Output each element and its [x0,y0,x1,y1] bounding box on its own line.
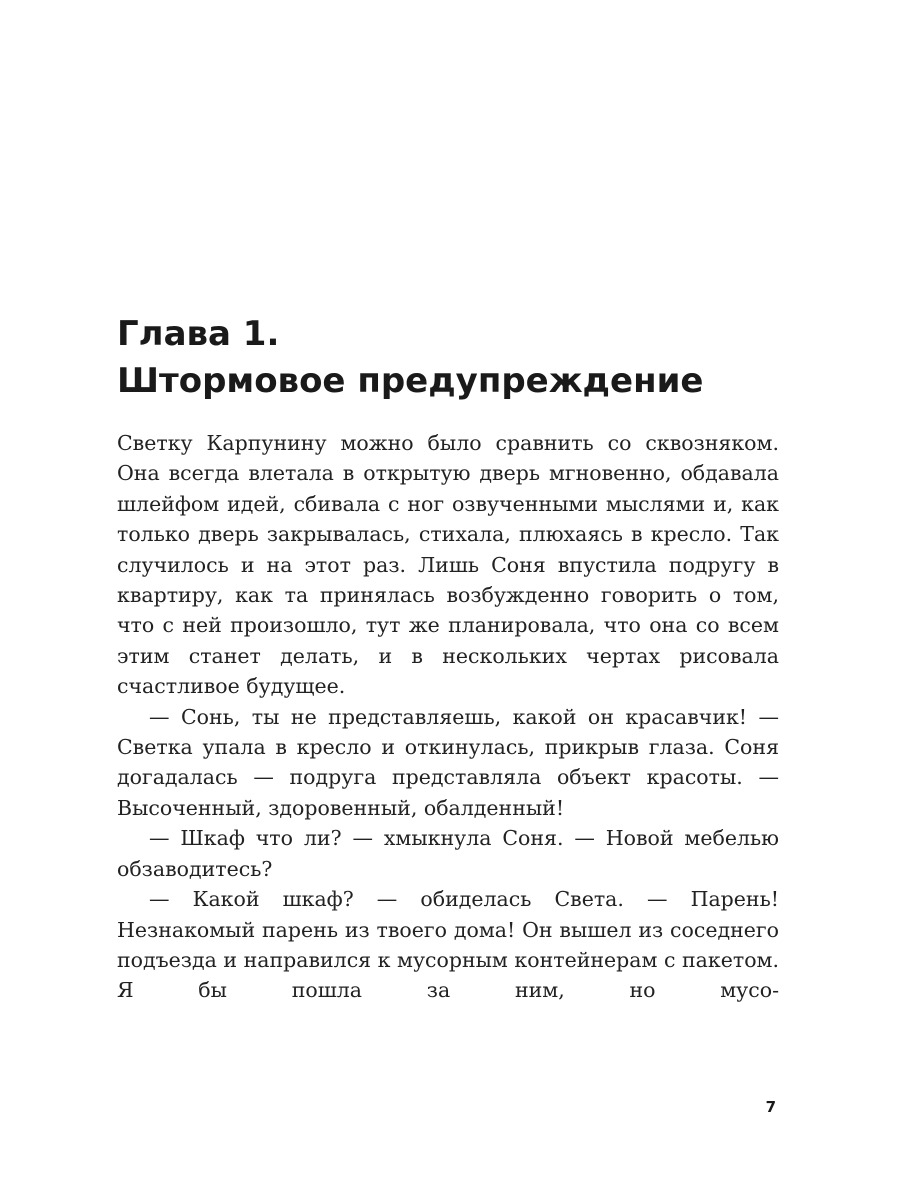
page-number: 7 [765,1098,776,1116]
chapter-body [117,428,779,1006]
chapter-number: Глава 1. [117,314,280,354]
chapter-heading [117,311,703,405]
paragraph-2: — Сонь, ты не представляешь, какой он красавчик! — Светка упала в кресло и откинулась, прикрыв глаза. Соня догадалась — подруга представляла объект красоты. — Высоченный, здоровенный, обалденный! [117,704,779,820]
paragraph-1: Светку Карпунину можно было сравнить со сквозняком. Она всегда влетала в открытую дверь мгновенно, обдавала шлейфом идей, сбивала с ног озвученными мыслями и, как только дверь закрывалась, стихала, плюхаясь в кресло. Так случилось и на этот раз. Лишь Соня впустила подругу в квартиру, как та принялась возбужденно говорить о том, что с ней произошло, тут же планировала, что она со всем этим станет делать, и в нескольких чертах рисовала счастливое будущее. [117,431,779,699]
paragraph-4: — Какой шкаф? — обиделась Света. — Парень! Незнакомый парень из твоего дома! Он вышел из соседнего подъезда и направился к мусорным контейнерам с пакетом. Я бы пошла за ним, но мусо- [117,887,779,1003]
paragraph-3: — Шкаф что ли? — хмыкнула Соня. — Новой мебелью обзаводитесь? [117,826,779,881]
chapter-title: Штормовое предупреждение [117,361,704,401]
